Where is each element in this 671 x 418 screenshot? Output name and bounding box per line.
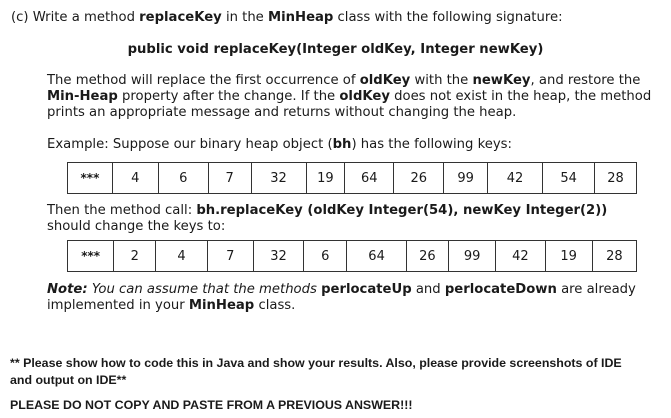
text: and — [411, 282, 445, 297]
keyword: oldKey — [339, 89, 390, 104]
table-cell: 28 — [595, 163, 637, 194]
table-cell: 42 — [488, 163, 543, 194]
class-name: MinHeap — [268, 10, 334, 25]
table-cell: 4 — [112, 163, 158, 194]
keyword: perlocateUp — [321, 282, 412, 297]
table-cell: 32 — [251, 163, 306, 194]
heading-text: class with the following signature: — [333, 10, 563, 25]
table-cell: 64 — [347, 241, 407, 272]
text: class. — [254, 298, 296, 313]
text: ) has the following keys: — [351, 137, 512, 152]
note-line-2 — [47, 298, 295, 314]
call-line — [47, 203, 607, 219]
request-line-2: and output on IDE** — [10, 373, 127, 387]
table-cell: 64 — [345, 163, 394, 194]
table-cell: 26 — [406, 241, 448, 272]
text: implemented in your — [47, 298, 189, 313]
table-cell: 4 — [156, 241, 207, 272]
call-code: bh.replaceKey (oldKey Integer(54), newKey Integer(2)) — [196, 203, 608, 218]
table-cell: *** — [68, 241, 114, 272]
text: does not exist in the heap, the method — [389, 89, 652, 104]
table-cell: 54 — [543, 163, 595, 194]
table-cell: 2 — [114, 241, 156, 272]
heap-after-table — [67, 240, 637, 272]
table-cell: 7 — [208, 163, 251, 194]
example-line — [47, 137, 512, 153]
table-cell: 6 — [158, 163, 208, 194]
note-line-1 — [47, 282, 636, 298]
table-cell: 42 — [496, 241, 545, 272]
text: , and restore the — [530, 73, 641, 88]
table-cell: 28 — [592, 241, 636, 272]
text: The method will replace the first occurrence of — [47, 73, 360, 88]
table-row — [68, 241, 637, 272]
heading-text: (c) Write a method — [11, 10, 140, 25]
table-cell: *** — [68, 163, 113, 194]
table-cell: 32 — [253, 241, 303, 272]
request-line-1: ** Please show how to code this in Java and show your results. Also, please provide screenshots of IDE — [10, 356, 622, 370]
note-label: Note: — [47, 282, 88, 297]
description-line-3: prints an appropriate message and returns without changing the heap. — [47, 105, 517, 120]
table-cell: 19 — [545, 241, 592, 272]
text: You can assume that the methods — [87, 282, 322, 297]
request-line-3: PLEASE DO NOT COPY AND PASTE FROM A PREVIOUS ANSWER!!! — [10, 398, 413, 412]
call-result-line: should change the keys to: — [47, 219, 226, 234]
description-line-1 — [47, 73, 640, 89]
text: with the — [410, 73, 473, 88]
method-signature: public void replaceKey(Integer oldKey, Integer newKey) — [127, 42, 544, 57]
description-line-2 — [47, 89, 651, 105]
keyword: oldKey — [359, 73, 411, 88]
text: Then the method call: — [47, 203, 197, 218]
keyword: newKey — [472, 73, 531, 88]
table-cell: 6 — [304, 241, 347, 272]
table-cell: 99 — [448, 241, 495, 272]
keyword: MinHeap — [188, 298, 255, 313]
table-cell: 7 — [207, 241, 253, 272]
keyword: Min-Heap — [47, 89, 118, 104]
heading-text: in the — [221, 10, 268, 25]
keyword: perlocateDown — [444, 282, 557, 297]
question-heading — [11, 10, 563, 26]
text: Example: Suppose our binary heap object ( — [47, 137, 333, 152]
table-row — [68, 163, 637, 194]
table-cell: 26 — [394, 163, 444, 194]
table-cell: 99 — [444, 163, 488, 194]
method-name: replaceKey — [139, 10, 222, 25]
table-cell: 19 — [306, 163, 345, 194]
keyword: bh — [332, 137, 352, 152]
text: are already — [556, 282, 636, 297]
text: property after the change. If the — [117, 89, 340, 104]
heap-before-table — [67, 162, 637, 194]
